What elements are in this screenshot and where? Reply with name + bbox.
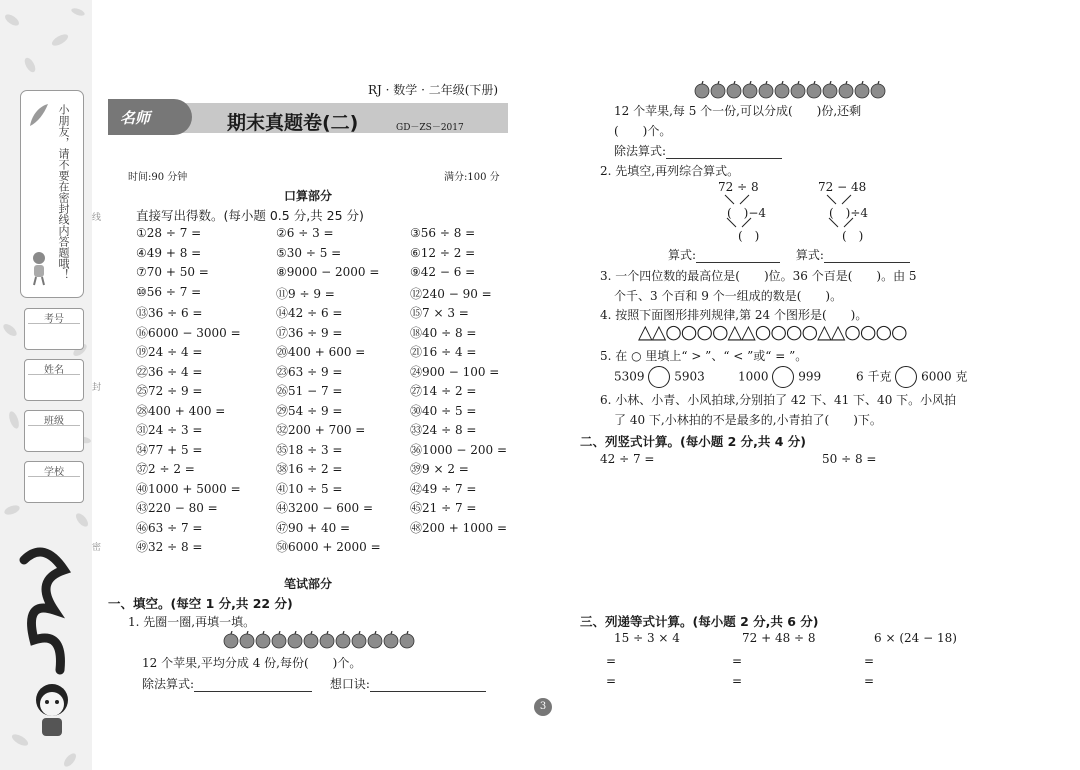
apple-icon [368, 631, 382, 648]
answer-blank[interactable] [824, 250, 910, 263]
compare-circle[interactable] [772, 366, 794, 388]
oral-item: ㊳16 ÷ 2 = [276, 462, 343, 476]
oral-item: ㊲2 ÷ 2 = [136, 462, 195, 476]
question-5-text: 5. 在 ○ 里填上“ > ”、“ < ”或“ = ”。 [600, 349, 808, 363]
oral-item: ⑬36 ÷ 6 = [136, 306, 203, 320]
oral-item: ⑥12 ÷ 2 = [410, 245, 476, 260]
oral-item: ③56 ÷ 8 = [410, 226, 476, 240]
subject-label: RJ · 数学 · 二年级(下册) [368, 83, 499, 97]
oral-item: ㊼90 + 40 = [276, 520, 351, 535]
oral-item: ㉞77 + 5 = [136, 442, 203, 457]
oral-item: ⑳400 + 600 = [276, 345, 366, 359]
apple-row [223, 631, 417, 652]
oral-item: ⑲24 ÷ 4 = [136, 345, 203, 359]
oral-item: ⑰36 ÷ 9 = [276, 325, 343, 340]
oral-item: ㊹3200 − 600 = [276, 501, 373, 515]
q2-left-mid: ( )−4 [727, 206, 767, 220]
equals-sign: = [732, 654, 743, 668]
oral-item: ㉑16 ÷ 4 = [410, 345, 477, 359]
oral-item: ㉚40 ÷ 5 = [410, 403, 477, 418]
vertical-calc-item: 42 ÷ 7 = [600, 452, 655, 466]
vertical-calc-item: 50 ÷ 8 = [822, 452, 877, 466]
apple-icon [352, 631, 366, 648]
field-name[interactable]: 姓名 [24, 359, 84, 401]
oral-item: ㊾32 ÷ 8 = [136, 540, 203, 554]
equals-sign: = [864, 654, 875, 668]
oral-heading: 口算部分 [284, 189, 333, 203]
question-6-line1: 6. 小林、小青、小风拍球,分别拍了 42 下、41 下、40 下。小风拍 [600, 393, 957, 407]
oral-item: ㉛24 ÷ 3 = [136, 423, 203, 437]
question-1a-text: 12 个苹果,平均分成 4 份,每份( )个。 [142, 656, 362, 670]
oral-item: ⑭42 ÷ 6 = [276, 306, 343, 320]
apple-icon [400, 631, 414, 648]
apple-icon [224, 631, 238, 648]
oral-item: ㉕72 ÷ 9 = [136, 384, 203, 398]
oral-item: ㉓63 ÷ 9 = [276, 364, 343, 379]
answer-blank[interactable] [370, 679, 486, 692]
oral-item: ⑩56 ÷ 7 = [136, 284, 202, 299]
section-fill-in-title: 一、填空。(每空 1 分,共 22 分) [108, 596, 293, 611]
apple-icon [336, 631, 350, 648]
compare-circle[interactable] [895, 366, 917, 388]
oral-item: ㉔900 − 100 = [410, 364, 500, 379]
time-limit: 时间:90 分钟 [128, 172, 188, 183]
apple-icon [791, 81, 805, 98]
apple-icon [855, 81, 869, 98]
answer-blank[interactable] [194, 679, 312, 692]
question-3-line1: 3. 一个四位数的最高位是( )位。36 个百是( )。由 5 [600, 269, 917, 283]
page-title: 期末真题卷(二) [227, 112, 359, 134]
apple-icon [272, 631, 286, 648]
field-school[interactable]: 学校 [24, 461, 84, 503]
oral-item: ㉘400 + 400 = [136, 403, 226, 418]
apple-icon [839, 81, 853, 98]
q2-right-bottom: ( ) [842, 229, 864, 243]
fold-mark: 密 [92, 543, 102, 553]
oral-item: ㉖51 − 7 = [276, 384, 343, 398]
oral-item: ⑯6000 − 3000 = [136, 325, 241, 340]
brand-badge: 名师 [108, 99, 192, 135]
oral-item: ㊺21 ÷ 7 = [410, 501, 477, 515]
notice-text: 小朋友，请不要在密封线内答题哦！ [57, 104, 70, 280]
apple-row-graphic [694, 81, 888, 99]
q2-right-mid: ( )÷4 [829, 206, 869, 220]
equals-sign: = [606, 654, 617, 668]
compare-item: 5309 5903 [614, 366, 705, 388]
apple-icon [384, 631, 398, 648]
oral-instruction: 直接写出得数。(每小题 0.5 分,共 25 分) [136, 208, 364, 223]
oral-item: ⑮7 × 3 = [410, 306, 469, 320]
oral-item: ㊵1000 + 5000 = [136, 481, 241, 496]
apple-icon [871, 81, 885, 98]
page-number: 3 [534, 698, 552, 716]
question-3-line2: 个千、3 个百和 9 个一组成的数是( )。 [614, 289, 843, 303]
exam-code: GD－ZS－2017 [396, 123, 464, 133]
stepwise-item: 6 × (24 − 18) [874, 631, 957, 645]
oral-item: ②6 ÷ 3 = [276, 226, 334, 240]
q2-formula-row: 算式: 算式: [668, 246, 910, 263]
stepwise-item: 15 ÷ 3 × 4 [614, 631, 680, 645]
oral-item: ㉒36 ÷ 4 = [136, 364, 203, 379]
apple-row-graphic [223, 631, 417, 649]
q2-left-top: 72 ÷ 8 [718, 180, 759, 194]
question-1b-line1: 12 个苹果,每 5 个一份,可以分成( )份,还剩 [614, 104, 862, 118]
equals-sign: = [606, 674, 617, 688]
oral-item: ㉙54 ÷ 9 = [276, 403, 343, 418]
apple-icon [759, 81, 773, 98]
oral-item: ⑪9 ÷ 9 = [276, 286, 335, 301]
oral-item: ⑤30 ÷ 5 = [276, 245, 342, 260]
question-4-text: 4. 按照下面图形排列规律,第 24 个图形是( )。 [600, 308, 868, 322]
oral-item: ⑱40 ÷ 8 = [410, 325, 477, 340]
apple-icon [695, 81, 709, 98]
answer-blank[interactable] [666, 146, 782, 159]
equals-sign: = [864, 674, 875, 688]
oral-item: ④49 + 8 = [136, 245, 202, 260]
apple-icon [807, 81, 821, 98]
apple-icon [256, 631, 270, 648]
question-2-title: 2. 先填空,再列综合算式。 [600, 164, 740, 178]
oral-item: ㊽200 + 1000 = [410, 520, 507, 535]
q2-left-bottom: ( ) [738, 229, 760, 243]
compare-circle[interactable] [648, 366, 670, 388]
apple-icon [240, 631, 254, 648]
compare-item: 6 千克 6000 克 [856, 366, 967, 388]
answer-blank[interactable] [696, 250, 780, 263]
brand-logo [4, 540, 88, 750]
question-1a-division-label: 除法算式: 想口诀: [142, 675, 486, 692]
apple-icon [288, 631, 302, 648]
fold-mark: 封 [92, 383, 102, 393]
apple-icon [711, 81, 725, 98]
oral-item: ⑧9000 − 2000 = [276, 265, 380, 279]
leaf-icon [26, 100, 50, 130]
oral-item: ㊱1000 − 200 = [410, 442, 507, 457]
oral-item: ㉟18 ÷ 3 = [276, 442, 343, 457]
oral-item: ⑨42 − 6 = [410, 265, 476, 279]
question-6-line2: 了 40 下,小林拍的不是最多的,小青拍了( )下。 [614, 413, 882, 427]
written-heading: 笔试部分 [284, 577, 333, 591]
fold-mark: 线 [92, 213, 102, 223]
apple-icon [823, 81, 837, 98]
oral-item: ㉝24 ÷ 8 = [410, 423, 477, 437]
oral-item: ㊻63 ÷ 7 = [136, 520, 203, 535]
oral-item: ①28 ÷ 7 = [136, 226, 202, 240]
child-figure-icon [26, 250, 52, 286]
oral-item: ㊸220 − 80 = [136, 501, 218, 515]
compare-item: 1000 999 [738, 366, 821, 388]
section-vertical-calc-title: 二、列竖式计算。(每小题 2 分,共 4 分) [580, 434, 806, 449]
oral-item: ㊶10 ÷ 5 = [276, 481, 343, 496]
stepwise-item: 72 + 48 ÷ 8 [742, 631, 816, 645]
question-1b-line2: ( )个。 [614, 124, 672, 138]
full-score: 满分:100 分 [444, 172, 500, 183]
oral-item: ㊿6000 + 2000 = [276, 540, 381, 554]
oral-item: ㊷49 ÷ 7 = [410, 481, 477, 496]
apple-icon [775, 81, 789, 98]
oral-item: ⑦70 + 50 = [136, 265, 209, 279]
oral-item: ㉗14 ÷ 2 = [410, 384, 477, 398]
apple-row [694, 81, 888, 102]
field-exam-number[interactable]: 考号 [24, 308, 84, 350]
q2-right-top: 72 − 48 [818, 180, 867, 194]
equals-sign: = [732, 674, 743, 688]
apple-icon [320, 631, 334, 648]
question-1-title: 1. 先圈一圈,再填一填。 [128, 615, 256, 629]
question-1b-division-label: 除法算式: [614, 142, 782, 159]
apple-icon [304, 631, 318, 648]
apple-icon [743, 81, 757, 98]
section-stepwise-calc-title: 三、列递等式计算。(每小题 2 分,共 6 分) [580, 614, 819, 629]
field-class[interactable]: 班级 [24, 410, 84, 452]
apple-icon [727, 81, 741, 98]
oral-item: ㊴9 × 2 = [410, 462, 469, 476]
oral-item: ⑫240 − 90 = [410, 286, 492, 301]
shape-pattern: △△○○○○△△○○○○△△○○○○ [638, 321, 907, 343]
oral-item: ㉜200 + 700 = [276, 423, 366, 437]
